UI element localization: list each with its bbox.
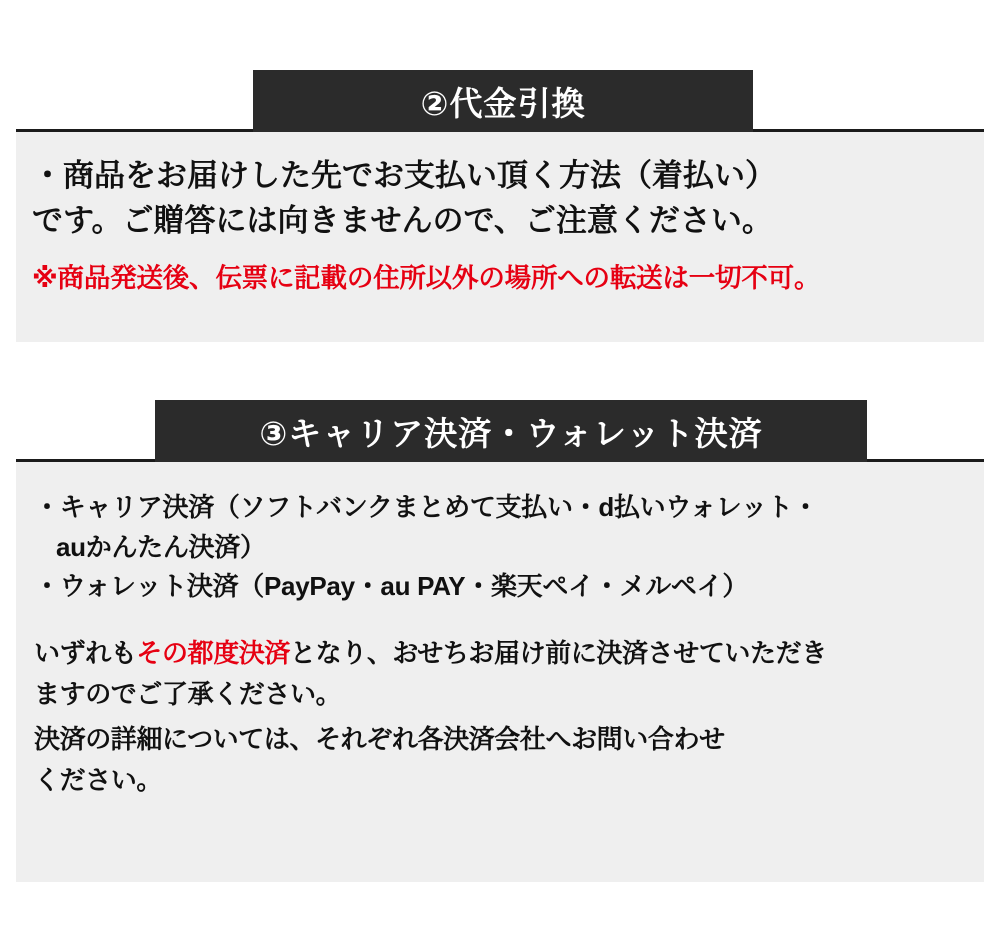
section3-heading: ③キャリア決済・ウォレット決済	[155, 400, 867, 462]
list-item-carrier-payment-line2: auかんたん決済）	[56, 531, 266, 562]
note-post: となり、おせちお届け前に決済させていただき	[290, 637, 827, 668]
list-item-wallet-payment: ・ウォレット決済（PayPay・au PAY・楽天ペイ・メルペイ）	[34, 571, 749, 602]
list-item-carrier-payment	[34, 488, 966, 567]
note-pre: いずれも	[34, 637, 137, 668]
section2-description	[32, 154, 968, 244]
section3-body	[16, 462, 984, 882]
note-highlight: その都度決済	[136, 637, 291, 668]
section2-heading-wrap	[0, 70, 1000, 132]
section-cash-on-delivery	[0, 70, 1000, 293]
list-item-carrier-payment-line1: ・キャリア決済（ソフトバンクまとめて支払い・d払いウォレット・	[34, 492, 819, 522]
section2-body	[16, 132, 984, 342]
section-carrier-wallet-payment	[0, 400, 1000, 795]
note-contact-line2: ください。	[34, 764, 163, 795]
section2-description-line2: です。ご贈答には向きませんので、ご注意ください。	[32, 202, 773, 238]
note-line2: ますのでご了承ください。	[34, 678, 342, 709]
section3-note-settlement	[34, 633, 966, 715]
section3-heading-wrap	[0, 400, 1000, 462]
note-contact-line1: 決済の詳細については、それぞれ各決済会社へお問い合わせ	[34, 723, 725, 754]
section2-warning: ※商品発送後、伝票に記載の住所以外の場所への転送は一切不可。	[32, 262, 821, 293]
section3-note-contact	[34, 719, 966, 801]
section2-heading: ②代金引換	[253, 70, 753, 132]
section2-description-line1: ・商品をお届けした先でお支払い頂く方法（着払い）	[32, 158, 776, 193]
